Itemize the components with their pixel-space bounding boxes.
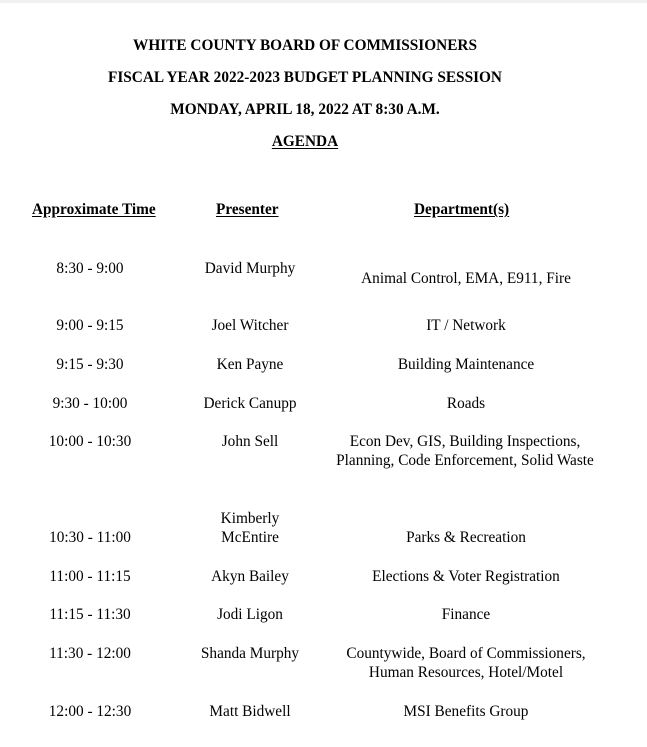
row-presenter: Derick Canupp: [203, 395, 297, 412]
row-presenter: Joel Witcher: [211, 317, 289, 334]
row-presenter: Ken Payne: [216, 356, 284, 373]
row-department: MSI Benefits Group: [403, 703, 529, 720]
row-presenter: Matt Bidwell: [209, 703, 291, 720]
row-time: 10:30 - 11:00: [49, 529, 131, 546]
row-presenter: Jodi Ligon: [217, 606, 283, 623]
row-presenter-text: Kimberly McEntire: [220, 510, 280, 546]
row-time: 11:00 - 11:15: [49, 568, 131, 585]
row-department: Building Maintenance: [397, 356, 535, 373]
row-department: IT / Network: [426, 317, 506, 334]
title-agenda: [0, 133, 610, 151]
row-department: Elections & Voter Registration: [372, 568, 560, 585]
row-time: 11:15 - 11:30: [49, 606, 131, 623]
column-header-presenter: Presenter: [216, 201, 279, 218]
row-presenter: [180, 509, 320, 547]
row-time: 9:30 - 10:00: [52, 395, 128, 412]
row-presenter: David Murphy: [204, 260, 296, 277]
title-budget-session: FISCAL YEAR 2022-2023 BUDGET PLANNING SESSION: [108, 69, 502, 86]
row-presenter: Shanda Murphy: [200, 645, 300, 662]
row-presenter: Akyn Bailey: [211, 568, 289, 585]
agenda-heading: AGENDA: [271, 133, 339, 150]
title-county-board: WHITE COUNTY BOARD OF COMMISSIONERS: [133, 37, 477, 54]
column-header-time: Approximate Time: [32, 201, 156, 218]
row-department: Roads: [446, 395, 486, 412]
title-meeting-date: MONDAY, APRIL 18, 2022 AT 8:30 A.M.: [170, 101, 440, 118]
row-time: 10:00 - 10:30: [48, 433, 132, 450]
row-department: Finance: [441, 606, 491, 623]
row-department: Animal Control, EMA, E911, Fire: [361, 270, 571, 287]
row-department: Countywide, Board of Commissioners, Human Resources, Hotel/Motel: [346, 645, 586, 681]
row-department: Parks & Recreation: [406, 529, 526, 546]
column-header-departments: Department(s): [414, 201, 510, 218]
row-department: Econ Dev, GIS, Building Inspections, Planning, Code Enforcement, Solid Waste: [336, 433, 594, 469]
row-time: 8:30 - 9:00: [56, 260, 124, 277]
row-time: 12:00 - 12:30: [48, 703, 132, 720]
row-presenter: John Sell: [221, 433, 279, 450]
row-time: 11:30 - 12:00: [49, 645, 131, 662]
page-top-edge: [0, 0, 647, 3]
row-time: 9:15 - 9:30: [56, 356, 124, 373]
row-time: 9:00 - 9:15: [56, 317, 124, 334]
